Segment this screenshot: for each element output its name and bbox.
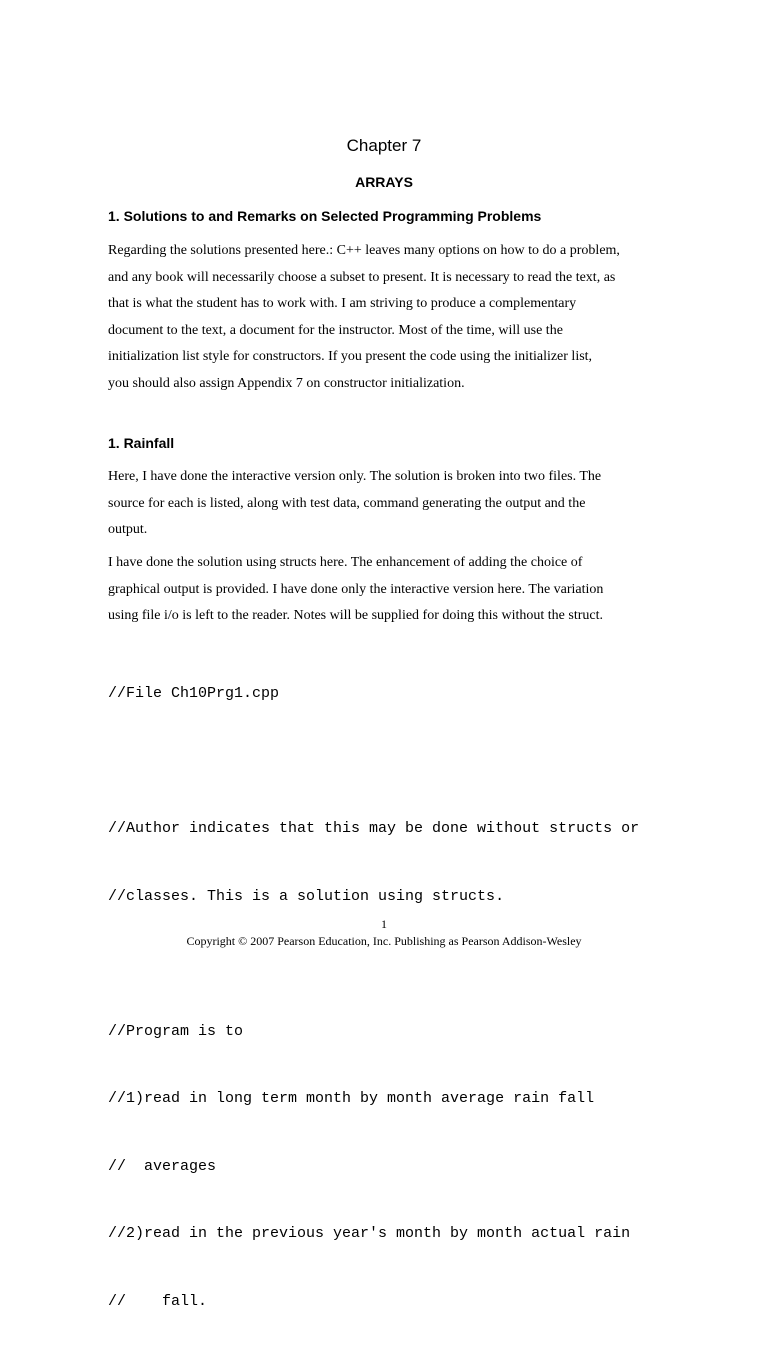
chapter-title: Chapter 7 [346, 136, 422, 155]
paragraph-line: using file i/o is left to the reader. Notes will be supplied for doing this without the struct. [108, 608, 603, 624]
intro-line: Regarding the solutions presented here.: C++ leaves many options on how to do a problem, [108, 243, 620, 258]
paragraph-line: source for each is listed, along with test data, command generating the output and the [108, 495, 586, 511]
intro-line: that is what the student has to work with. I am striving to produce a complementary [108, 296, 577, 312]
code-line: // averages [108, 1157, 217, 1175]
paragraph-line: output. [108, 522, 148, 538]
intro-line: initialization list style for constructors. If you present the code using the initializer list, [108, 349, 593, 365]
code-line: //1)read in long term month by month average rain fall [108, 1090, 595, 1107]
code-line: // fall. [108, 1292, 208, 1310]
code-listing [108, 638, 639, 1358]
section-title: ARRAYS [355, 174, 413, 190]
code-line: //Program is to [108, 1022, 244, 1040]
copyright-notice: Copyright © 2007 Pearson Education, Inc. Publishing as Pearson Addison-Wesley [186, 934, 582, 948]
code-line: //2)read in the previous year's month by month actual rain [108, 1225, 631, 1242]
paragraph-line: graphical output is provided. I have done only the interactive version here. The variation [108, 581, 604, 597]
intro-line: document to the text, a document for the instructor. Most of the time, will use the [108, 322, 563, 338]
code-line: //Author indicates that this may be done without structs or [108, 820, 640, 837]
intro-line: and any book will necessarily choose a subset to present. It is necessary to read the text, as [108, 269, 616, 285]
code-line: //classes. This is a solution using structs. [108, 887, 505, 905]
rainfall-paragraph-1 [108, 464, 668, 544]
rainfall-paragraph-2 [108, 550, 668, 630]
paragraph-line: Here, I have done the interactive version only. The solution is broken into two files. The [108, 469, 602, 484]
heading-solutions: 1. Solutions to and Remarks on Selected Programming Problems [108, 208, 542, 224]
code-line [108, 953, 639, 976]
code-line [108, 751, 639, 774]
page-number: 1 [381, 917, 387, 931]
intro-paragraph [108, 238, 668, 398]
heading-rainfall: 1. Rainfall [108, 435, 175, 451]
code-line: //File Ch10Prg1.cpp [108, 685, 280, 702]
paragraph-line: I have done the solution using structs here. The enhancement of adding the choice of [108, 555, 583, 570]
intro-line: you should also assign Appendix 7 on constructor initialization. [108, 375, 465, 391]
